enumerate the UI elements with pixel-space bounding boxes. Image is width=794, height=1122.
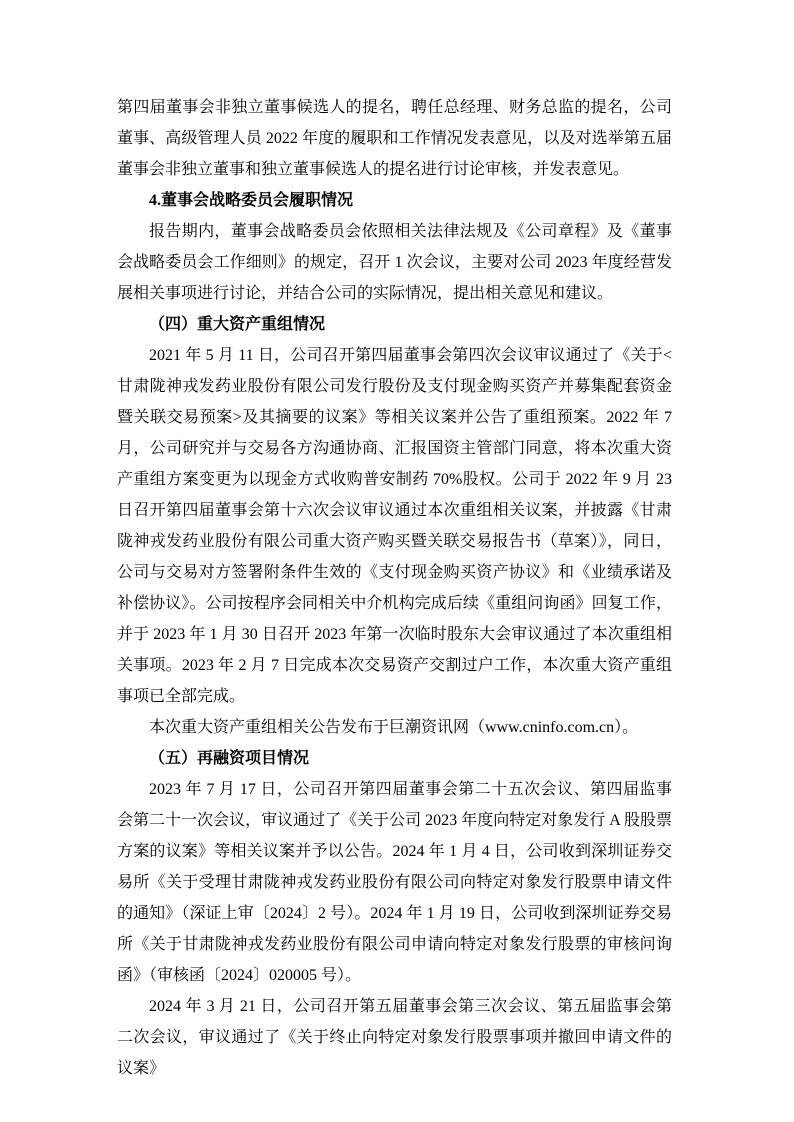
heading-refinancing-project: （五）再融资项目情况 — [149, 750, 310, 767]
paragraph-restructuring-history: 2021 年 5 月 11 日，公司召开第四届董事会第四次会议审议通过了《关于<甘肃陇神戎发药业股份有限公司发行股份及支付现金购买资产并募集配套资金暨关联交易预案>及其摘要的议案》等相关议案并公告了重组预案。2022 年 7 月，公司研究并与交易各方沟通协商、汇报国资主管部门同意，将本次重大资产重组方案变更为以现金方式收购普安制药 70%股权。公司于 2022 年 9 月 23 日召开第四届董事会第十六次会议审议通过本次重组相关议案，并披露《甘肃陇神戎发药业股份有限公司重大资产购买暨关联交易报告书（草案）》，同日，公司与交易对方签署附条件生效的《支付现金购买资产协议》和《业绩承诺及补偿协议》。公司按程序会同相关中介机构完成后续《重组问询函》回复工作，并于 2023 年 1 月 30 日召开 2023 年第一次临时股东大会审议通过了本次重组相关事项。2023 年 2 月 7 日完成本次交易资产交割过户工作，本次重大资产重组事项已全部完成。 — [117, 347, 672, 705]
heading-major-asset-restructuring: （四）重大资产重组情况 — [149, 316, 326, 333]
heading-strategy-committee-performance: 4.董事会战略委员会履职情况 — [149, 192, 354, 209]
paragraph-restructuring-announcement-site: 本次重大资产重组相关公告发布于巨潮资讯网（www.cninfo.com.cn）。 — [149, 719, 639, 736]
paragraph-refinancing-termination: 2024 年 3 月 21 日，公司召开第五届董事会第三次会议、第五届监事会第二次会议，审议通过了《关于终止向特定对象发行股票事项并撤回申请文件的议案》 — [117, 998, 672, 1077]
paragraph-board-nomination-continuation: 第四届董事会非独立董事候选人的提名，聘任总经理、财务总监的提名，公司董事、高级管理人员 2022 年度的履职和工作情况发表意见，以及对选举第五届董事会非独立董事和独立董事候选人的提名进行讨论审核，并发表意见。 — [117, 99, 672, 178]
paragraph-refinancing-history: 2023 年 7 月 17 日，公司召开第四届董事会第二十五次会议、第四届监事会第二十一次会议，审议通过了《关于公司 2023 年度向特定对象发行 A 股股票方案的议案》等相关议案并予以公告。2024 年 1 月 4 日，公司收到深圳证券交易所《关于受理甘肃陇神戎发药业股份有限公司向特定对象发行股票申请文件的通知》（深证上审〔2024〕2 号）。2024 年 1 月 19 日，公司收到深圳证券交易所《关于甘肃陇神戎发药业股份有限公司申请向特定对象发行股票的审核问询函》（审核函〔2024〕020005 号）。 — [117, 781, 672, 984]
paragraph-strategy-committee-meetings: 报告期内，董事会战略委员会依照相关法律法规及《公司章程》及《董事会战略委员会工作细则》的规定，召开 1 次会议，主要对公司 2023 年度经营发展相关事项进行讨论，并结合公司的实际情况，提出相关意见和建议。 — [117, 223, 672, 302]
document-text-block — [117, 92, 672, 1084]
